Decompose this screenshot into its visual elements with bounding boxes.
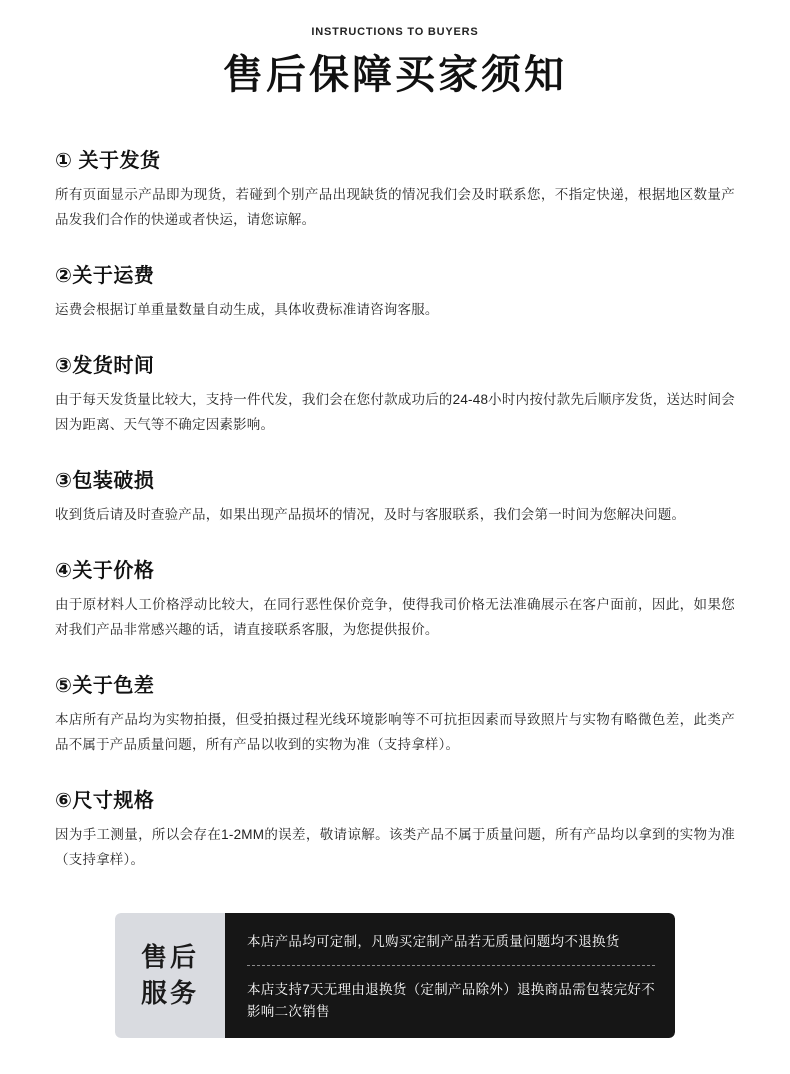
section-shipping-time [55,349,735,438]
after-sales-footer [55,913,735,1039]
section-body: 由于每天发货量比较大，支持一件代发，我们会在您付款成功后的24-48小时内按付款先后顺序发货，送达时间会因为距离、天气等不确定因素影响。 [55,391,735,432]
section-heading: ④关于价格 [55,559,155,582]
section-body: 运费会根据订单重量数量自动生成，具体收费标准请咨询客服。 [55,301,439,317]
after-sales-label [115,913,225,1039]
section-color-difference [55,669,735,758]
sections-container [0,144,790,873]
after-sales-box [115,913,675,1039]
section-freight [55,259,735,323]
after-sales-note-1: 本店产品均可定制，凡购买定制产品若无质量问题均不退换货 [247,933,620,949]
section-size-spec [55,784,735,873]
section-heading: ③包装破损 [55,469,155,492]
section-shipping [55,144,735,233]
section-heading: ③发货时间 [55,354,155,377]
section-body: 由于原材料人工价格浮动比较大，在同行恶性保价竞争，使得我司价格无法准确展示在客户面前，因此，如果您对我们产品非常感兴趣的话，请直接联系客服，为您提供报价。 [55,596,735,637]
page-title: 售后保障买家须知 [223,53,567,97]
section-heading: ⑤关于色差 [55,674,155,697]
after-sales-label-line1: 售后 [140,942,199,973]
after-sales-note-2: 本店支持7天无理由退换货（定制产品除外）退换商品需包装完好不影响二次销售 [247,982,656,1019]
dashed-divider [247,965,655,966]
section-body: 因为手工测量，所以会存在1-2MM的误差，敬请谅解。该类产品不属于质量问题，所有产品均以拿到的实物为准（支持拿样）。 [55,826,735,867]
eyebrow-text: INSTRUCTIONS TO BUYERS [311,26,479,38]
section-heading: ① 关于发货 [55,150,161,172]
section-heading: ⑥尺寸规格 [55,789,155,812]
section-heading: ②关于运费 [55,264,155,287]
section-body: 所有页面显示产品即为现货，若碰到个别产品出现缺货的情况我们会及时联系您，不指定快递，根据地区数量产品发我们合作的快递或者快运，请您谅解。 [55,187,735,227]
section-package-damage [55,464,735,528]
section-body: 本店所有产品均为实物拍摄，但受拍摄过程光线环境影响等不可抗拒因素而导致照片与实物有略微色差，此类产品不属于产品质量问题，所有产品以收到的实物为准（支持拿样）。 [55,711,735,752]
section-body: 收到货后请及时查验产品，如果出现产品损坏的情况，及时与客服联系，我们会第一时间为您解决问题。 [55,506,686,522]
after-sales-label-line2: 服务 [140,977,199,1008]
section-price [55,554,735,643]
after-sales-notes [225,913,675,1039]
